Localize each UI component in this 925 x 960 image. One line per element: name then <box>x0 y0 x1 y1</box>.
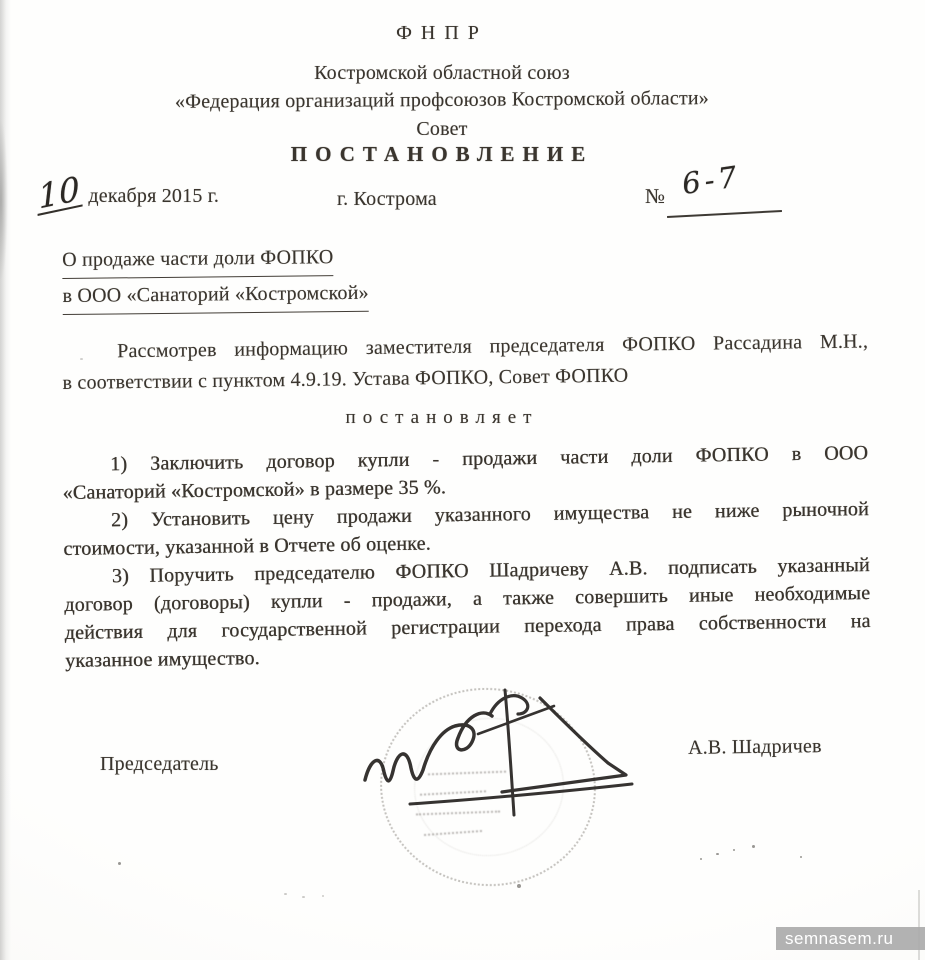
date-line <box>36 168 220 217</box>
resolution-items <box>62 439 871 675</box>
scan-speck <box>800 856 802 858</box>
signer-title: Председатель <box>100 753 219 775</box>
scan-speck <box>80 358 83 360</box>
subject-line-2: в ООО «Санаторий «Костромской» <box>62 276 369 315</box>
item-line: стоимости, указанной в Отчете об оценке. <box>63 532 432 560</box>
scan-speck <box>302 896 305 898</box>
handwritten-document-number: 6-7 <box>679 159 743 201</box>
item-line: указанное имущество. <box>64 647 260 672</box>
number-sign: № <box>645 184 666 208</box>
council-label: Совет <box>416 118 468 140</box>
number-underline <box>667 210 782 218</box>
item-line: 3) Поручить председателю ФОПКО Шадричеву А.В. подписать указанный <box>111 554 870 588</box>
org-name-line1: Костромской областной союз <box>314 62 570 84</box>
scan-speck <box>700 858 702 860</box>
resolves-word: постановляет <box>345 407 539 428</box>
scan-speck <box>752 845 755 848</box>
date-month-year: декабря 2015 г. <box>88 185 220 207</box>
item-line: 1) Заключить договор купли - продажи части доли ФОПКО в ООО <box>110 442 869 476</box>
scan-speck <box>733 849 735 851</box>
scan-speck <box>322 895 324 897</box>
item-line: 2) Установить цену продажи указанного имущества не ниже рыночной <box>110 498 870 532</box>
item-line: действия для государственной регистрации перехода права собственности на <box>64 610 871 644</box>
scan-speck <box>118 862 121 865</box>
scan-speck <box>284 893 287 895</box>
scan-speck <box>517 884 521 888</box>
handwritten-day: 10 <box>36 168 82 217</box>
subject-line-1: О продаже части доли ФОПКО <box>62 240 334 279</box>
signature-scribble <box>340 668 640 828</box>
org-abbreviation: ФНПР <box>396 22 488 44</box>
resolution-item-3 <box>64 551 872 675</box>
preamble-paragraph <box>62 326 869 399</box>
org-name-line2: «Федерация организаций профсоюзов Костромской области» <box>174 87 710 113</box>
city-label: г. Кострома <box>337 188 437 210</box>
site-watermark: semnasem.ru <box>776 927 925 950</box>
item-line: договор (договоры) купли - продажи, а также совершить иные необходимые <box>64 582 871 616</box>
document-type-title: ПОСТАНОВЛЕНИЕ <box>290 142 594 166</box>
scan-speck <box>716 853 719 855</box>
signer-name: А.В. Шадричев <box>687 735 822 759</box>
item-line: «Санаторий «Костромской» в размере 35 %. <box>62 476 447 504</box>
preamble-line: Рассмотрев информацию заместителя председателя ФОПКО Рассадина М.Н., <box>117 330 869 363</box>
subject-block <box>62 240 369 315</box>
preamble-line: в соответствии с пунктом 4.9.19. Устава ФОПКО, Совет ФОПКО <box>62 364 629 394</box>
